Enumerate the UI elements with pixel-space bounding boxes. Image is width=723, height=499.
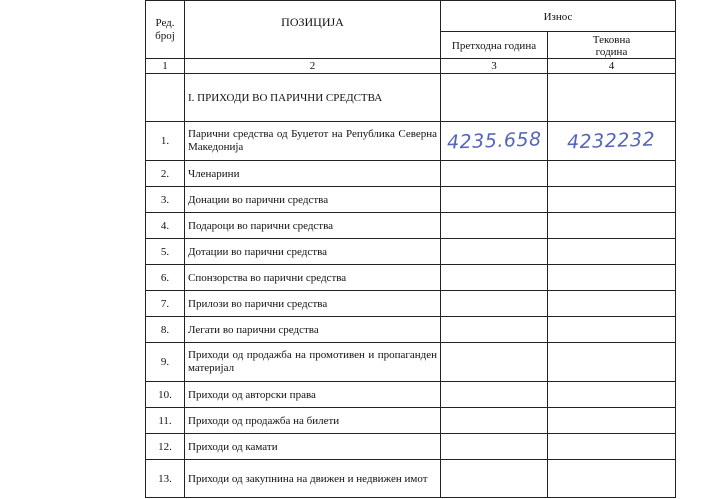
previous-year-value: 4235.658 (446, 127, 542, 154)
row-description: Членарини (185, 161, 441, 187)
row-number: 9. (146, 343, 185, 382)
row-number: 13. (146, 460, 185, 498)
row-number: 5. (146, 239, 185, 265)
row-number: 2. (146, 161, 185, 187)
previous-year-amount (441, 265, 548, 291)
previous-year-amount (441, 317, 548, 343)
row-number: 6. (146, 265, 185, 291)
row-number: 4. (146, 213, 185, 239)
row-description: Приходи од продажба на промотивен и пропаганден материјал (185, 343, 441, 382)
tekovna-header (548, 32, 676, 59)
previous-year-amount (441, 434, 548, 460)
section-curr-cell (548, 74, 676, 122)
table-row (146, 317, 676, 343)
table-row (146, 213, 676, 239)
previous-year-amount (441, 408, 548, 434)
red-broj-line1: Ред. (155, 17, 175, 29)
table-row (146, 291, 676, 317)
red-broj-header (146, 1, 185, 59)
previous-year-amount (441, 122, 548, 161)
current-year-amount (548, 291, 676, 317)
red-broj-line2: број (155, 30, 175, 42)
row-number: 3. (146, 187, 185, 213)
current-year-value: 4232232 (567, 127, 656, 154)
row-number: 10. (146, 382, 185, 408)
previous-year-amount (441, 291, 548, 317)
section-title: I. ПРИХОДИ ВО ПАРИЧНИ СРЕДСТВА (185, 74, 441, 122)
previous-year-amount (441, 187, 548, 213)
current-year-amount (548, 460, 676, 498)
previous-year-amount (441, 382, 548, 408)
pozicija-header: ПОЗИЦИЈА (185, 1, 441, 59)
row-number: 1. (146, 122, 185, 161)
table-row (146, 239, 676, 265)
row-description: Подароци во парични средства (185, 213, 441, 239)
row-description: Прилози во парични средства (185, 291, 441, 317)
header-row-top (146, 1, 676, 32)
income-table (145, 0, 676, 498)
row-description: Парични средства од Буџетот на Република Северна Македонија (185, 122, 441, 161)
current-year-amount (548, 317, 676, 343)
tekovna-line2: година (595, 46, 628, 58)
table-row (146, 187, 676, 213)
row-description: Донации во парични средства (185, 187, 441, 213)
row-description: Приходи од авторски права (185, 382, 441, 408)
current-year-amount (548, 382, 676, 408)
row-description: Приходи од продажба на билети (185, 408, 441, 434)
column-number-2: 2 (185, 59, 441, 74)
prethodna-header: Претходна година (441, 32, 548, 59)
iznos-header: Износ (441, 1, 676, 32)
current-year-amount (548, 343, 676, 382)
row-number: 11. (146, 408, 185, 434)
current-year-amount (548, 122, 676, 161)
current-year-amount (548, 213, 676, 239)
row-description: Приходи од камати (185, 434, 441, 460)
table-row (146, 343, 676, 382)
section-row (146, 74, 676, 122)
current-year-amount (548, 161, 676, 187)
column-number-4: 4 (548, 59, 676, 74)
row-number: 8. (146, 317, 185, 343)
table-row (146, 434, 676, 460)
row-description: Приходи од закупнина на движен и недвижен имот (185, 460, 441, 498)
section-num-cell (146, 74, 185, 122)
previous-year-amount (441, 161, 548, 187)
form-sheet (145, 0, 675, 498)
table-row (146, 460, 676, 498)
table-row (146, 408, 676, 434)
tekovna-line1: Тековна (592, 34, 631, 46)
row-description: Дотации во парични средства (185, 239, 441, 265)
current-year-amount (548, 434, 676, 460)
section-prev-cell (441, 74, 548, 122)
current-year-amount (548, 265, 676, 291)
table-row (146, 161, 676, 187)
row-number: 7. (146, 291, 185, 317)
table-row (146, 122, 676, 161)
column-number-row (146, 59, 676, 74)
previous-year-amount (441, 460, 548, 498)
table-row (146, 265, 676, 291)
row-description: Спонзорства во парични средства (185, 265, 441, 291)
column-number-3: 3 (441, 59, 548, 74)
previous-year-amount (441, 239, 548, 265)
previous-year-amount (441, 213, 548, 239)
previous-year-amount (441, 343, 548, 382)
row-description: Легати во парични средства (185, 317, 441, 343)
current-year-amount (548, 187, 676, 213)
column-number-1: 1 (146, 59, 185, 74)
income-rows (146, 122, 676, 498)
table-row (146, 382, 676, 408)
row-number: 12. (146, 434, 185, 460)
current-year-amount (548, 239, 676, 265)
current-year-amount (548, 408, 676, 434)
